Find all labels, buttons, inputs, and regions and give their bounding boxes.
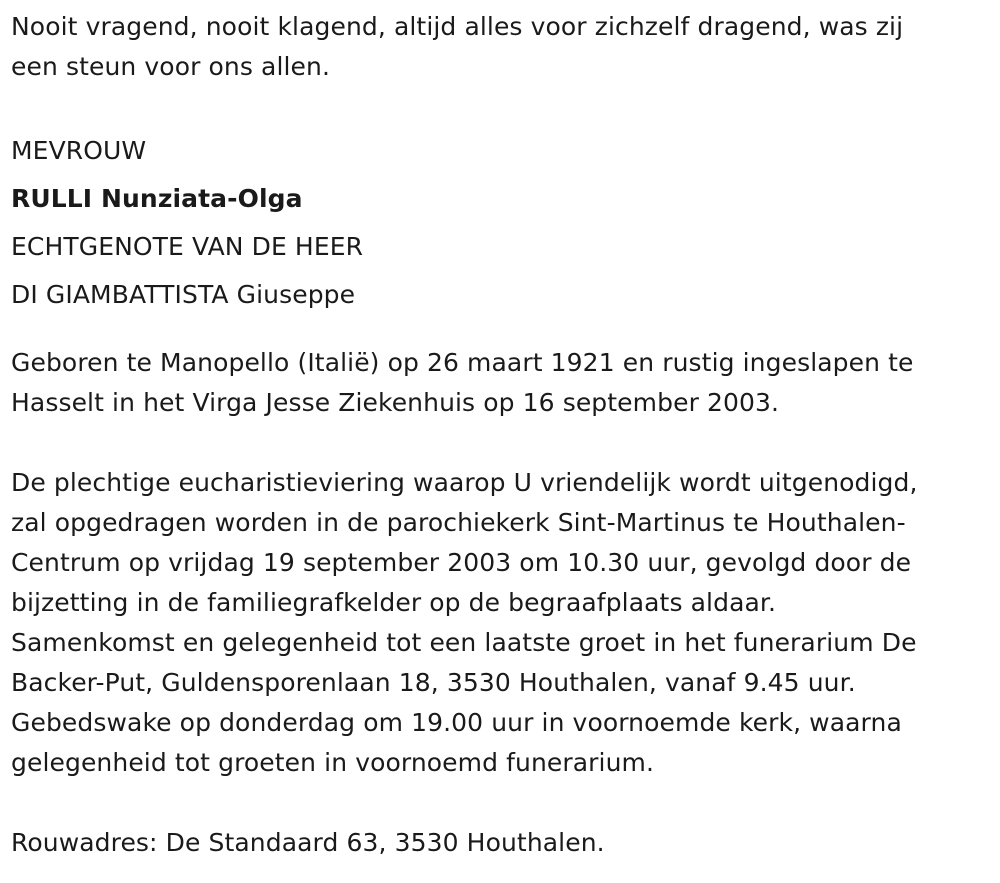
address-paragraph (11, 823, 996, 863)
name-block (11, 127, 996, 319)
ceremony-line: bijzetting in de familiegrafkelder op de begraafplaats aldaar. (11, 588, 777, 617)
ceremony-line: gelegenheid tot groeten in voornoemd funerarium. (11, 748, 655, 777)
birth-death-paragraph (11, 343, 996, 423)
ceremony-line: zal opgedragen worden in de parochiekerk Sint-Martinus te Houthalen- (11, 508, 906, 537)
motto-line: een steun voor ons allen. (11, 52, 331, 81)
ceremony-line: Backer-Put, Guldensporenlaan 18, 3530 Houthalen, vanaf 9.45 uur. (11, 668, 856, 697)
ceremony-line: Gebedswake op donderdag om 19.00 uur in voornoemde kerk, waarna (11, 708, 902, 737)
motto-paragraph (11, 7, 996, 87)
ceremony-paragraph (11, 463, 996, 783)
birth-death-line: Hasselt in het Virga Jesse Ziekenhuis op 16 september 2003. (11, 388, 780, 417)
ceremony-line: Centrum op vrijdag 19 september 2003 om 10.30 uur, gevolgd door de (11, 548, 912, 577)
ceremony-line: De plechtige eucharistieviering waarop U vriendelijk wordt uitgenodigd, (11, 468, 918, 497)
mourning-address: Rouwadres: De Standaard 63, 3530 Houthalen. (11, 828, 605, 857)
title-line: MEVROUW (11, 136, 147, 165)
birth-death-line: Geboren te Manopello (Italië) op 26 maart 1921 en rustig ingeslapen te (11, 348, 914, 377)
deceased-name: RULLI Nunziata-Olga (11, 184, 303, 213)
relation-line: ECHTGENOTE VAN DE HEER (11, 232, 364, 261)
motto-line: Nooit vragend, nooit klagend, altijd alles voor zichzelf dragend, was zij (11, 12, 904, 41)
spouse-name: DI GIAMBATTISTA Giuseppe (11, 280, 356, 309)
obituary-document (11, 7, 996, 863)
ceremony-line: Samenkomst en gelegenheid tot een laatste groet in het funerarium De (11, 628, 917, 657)
